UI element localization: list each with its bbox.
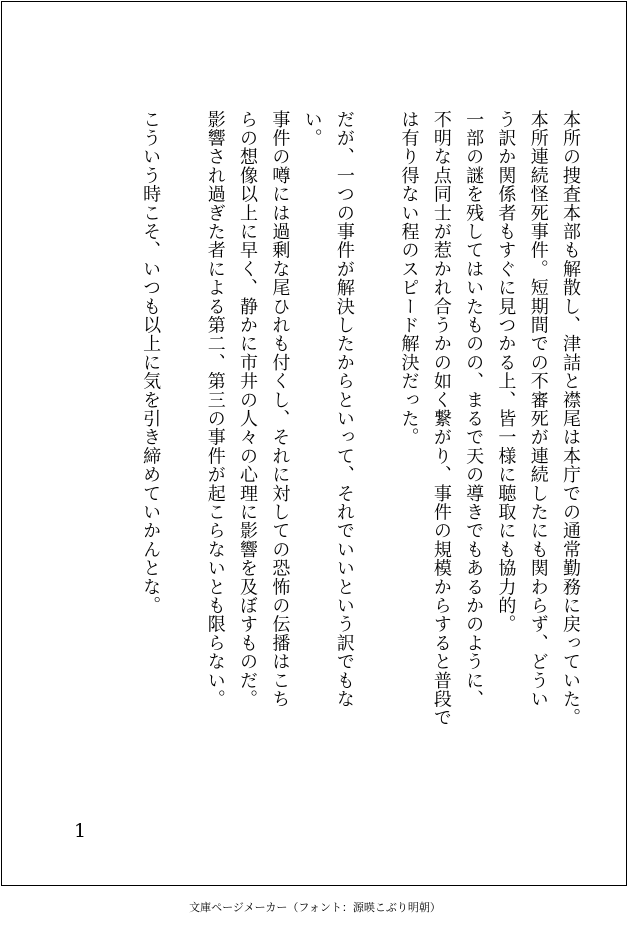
- blank-line: [166, 110, 198, 120]
- text-line: だが、一つの事件が解決したからといって、それでいいという訳でもな: [333, 110, 355, 709]
- text-line: こういう時こそ、いつも以上に気を引き締めていかんとな。: [140, 110, 162, 615]
- text-line: らの想像以上に早く、静かに市井の人々の心理に影響を及ぼすものだ。: [237, 110, 259, 709]
- text-line: 不明な点同士が惹かれ合うかの如く繋がり、事件の規模からすると普段で: [430, 110, 452, 728]
- text-line: 事件の噂には過剰な尾ひれも付くし、それに対しての恐怖の伝播はこち: [269, 110, 291, 709]
- page-number: 1: [74, 820, 87, 842]
- blank-line: [360, 110, 392, 120]
- footer-credit: 文庫ページメーカー（フォント：源暎こぶり明朝）: [189, 901, 441, 914]
- text-line: は有り得ない程のスピード解決だった。: [398, 110, 420, 447]
- text-line: 一部の謎を残してはいたものの、まるで天の導きでもあるかのように、: [463, 110, 485, 709]
- novel-text-body: [134, 110, 586, 815]
- text-line: 本所の捜査本部も解散し、津詰と襟尾は本庁での通常勤務に戻っていた。: [560, 110, 581, 728]
- page-frame: [1, 1, 627, 886]
- text-line: う訳か関係者もすぐに見つかる上、皆一様に聴取にも協力的。: [495, 110, 517, 634]
- text-line: 影響され過ぎた者による第二、第三の事件が起こらないとも限らない。: [204, 110, 226, 709]
- text-line: い。: [301, 110, 323, 148]
- text-line: 本所連続怪死事件。短期間での不審死が連続したにも関わらず、どうい: [527, 110, 549, 709]
